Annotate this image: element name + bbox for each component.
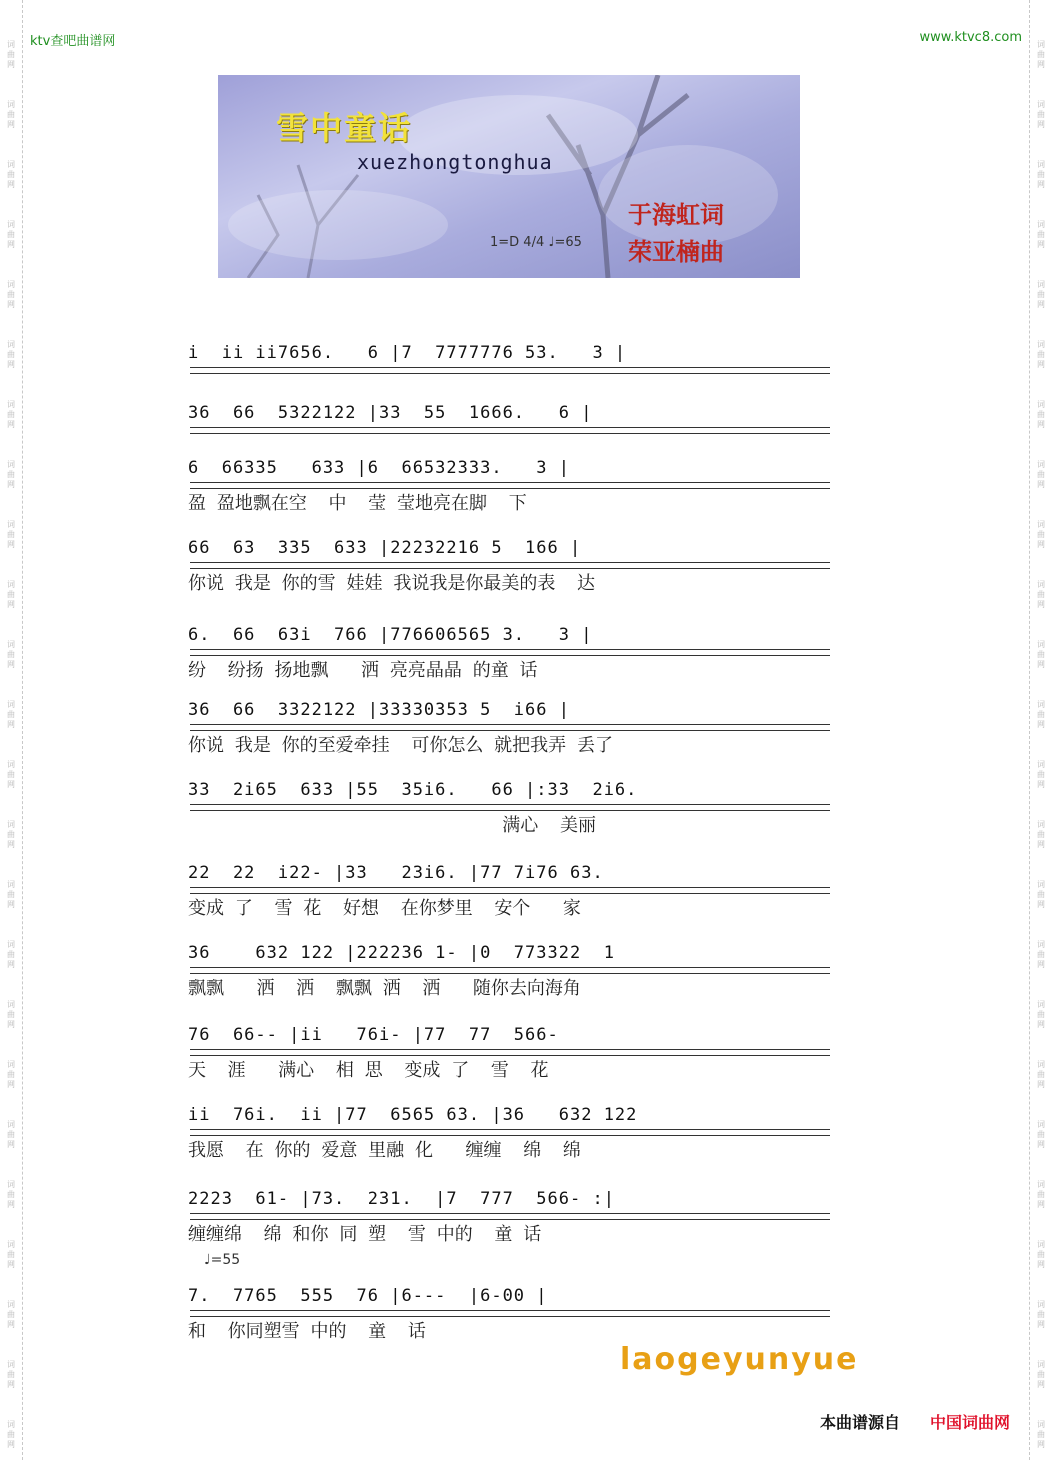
beam-underline [190, 649, 830, 656]
margin-watermark-text: 词 曲 网 [7, 520, 15, 549]
jianpu-notes: 66 63 335 633 |22232216 5 166 | [188, 538, 582, 558]
beam-underline [190, 724, 830, 731]
margin-watermark-text: 词 曲 网 [7, 460, 15, 489]
margin-watermark-text: 词 曲 网 [1037, 160, 1045, 189]
beam-underline [190, 1310, 830, 1317]
jianpu-notes: 6 66335 633 |6 66532333. 3 | [188, 458, 570, 478]
lyric-line: 缠缠绵 绵 和你 同 塑 雪 中的 童 话 [188, 1224, 542, 1245]
margin-watermark-text: 词 曲 网 [7, 1420, 15, 1449]
site-url-right[interactable]: www.ktvc8.com [919, 30, 1022, 45]
margin-watermark-text: 词 曲 网 [1037, 1120, 1045, 1149]
jianpu-notes: 6. 66 63i 766 |776606565 3. 3 | [188, 625, 593, 645]
margin-watermark-text: 词 曲 网 [7, 940, 15, 969]
margin-watermark-text: 词 曲 网 [1037, 220, 1045, 249]
margin-watermark-text: 词 曲 网 [1037, 1180, 1045, 1209]
margin-watermark-text: 词 曲 网 [1037, 400, 1045, 429]
margin-watermark-text: 词 曲 网 [7, 1000, 15, 1029]
beam-underline [190, 1129, 830, 1136]
beam-underline [190, 887, 830, 894]
margin-watermark-text: 词 曲 网 [7, 340, 15, 369]
margin-watermark-text: 词 曲 网 [1037, 280, 1045, 309]
margin-watermark-text: 词 曲 网 [1037, 1360, 1045, 1389]
key-and-tempo: 1=D 4/4 ♩=65 [490, 235, 582, 250]
margin-watermark-text: 词 曲 网 [1037, 520, 1045, 549]
margin-watermark-text: 词 曲 网 [7, 400, 15, 429]
beam-underline [190, 427, 830, 434]
margin-watermark-text: 词 曲 网 [1037, 340, 1045, 369]
jianpu-notes: 36 632 122 |222236 1- |0 773322 1 [188, 943, 615, 963]
margin-watermark-text: 词 曲 网 [1037, 700, 1045, 729]
margin-watermark-text: 词 曲 网 [7, 280, 15, 309]
margin-watermark-text: 词 曲 网 [1037, 1240, 1045, 1269]
margin-watermark-text: 词 曲 网 [1037, 460, 1045, 489]
margin-watermark-text: 词 曲 网 [1037, 640, 1045, 669]
margin-watermark-text: 词 曲 网 [7, 700, 15, 729]
jianpu-notes: 7. 7765 555 76 |6--- |6-00 | [188, 1286, 548, 1306]
beam-underline [190, 482, 830, 489]
lyric-line: 变成 了 雪 花 好想 在你梦里 安个 家 [188, 898, 581, 919]
margin-watermark-text: 词 曲 网 [1037, 580, 1045, 609]
beam-underline [190, 367, 830, 374]
margin-watermark-text: 词 曲 网 [1037, 880, 1045, 909]
composer-credit: 荣亚楠曲 [628, 238, 724, 266]
margin-watermark-text: 词 曲 网 [7, 820, 15, 849]
margin-watermark-text: 词 曲 网 [7, 1180, 15, 1209]
margin-watermark-text: 词 曲 网 [7, 1300, 15, 1329]
lyric-line: 和 你同塑雪 中的 童 话 [188, 1321, 426, 1342]
lyric-line: 纷 纷扬 扬地飘 洒 亮亮晶晶 的童 话 [188, 660, 538, 681]
margin-watermark-text: 词 曲 网 [7, 1060, 15, 1089]
lyric-line: 我愿 在 你的 爱意 里融 化 缠缠 绵 绵 [188, 1140, 581, 1161]
margin-watermark-text: 词 曲 网 [7, 1120, 15, 1149]
source-credit-label: 本曲谱源自 [820, 1413, 901, 1432]
jianpu-notes: 22 22 i22- |33 23i6. |77 7i76 63. [188, 863, 604, 883]
title-banner [218, 75, 800, 278]
source-site-link[interactable]: 中国词曲网 [930, 1413, 1011, 1432]
lyric-line: 你说 我是 你的至爱牵挂 可你怎么 就把我弄 丢了 [188, 735, 614, 756]
lyric-line: 天 涯 满心 相 思 变成 了 雪 花 [188, 1060, 549, 1081]
jianpu-notes: 2223 61- |73. 231. |7 777 566- :| [188, 1189, 615, 1209]
margin-watermark-text: 词 曲 网 [1037, 1420, 1045, 1449]
margin-watermark-text: 词 曲 网 [7, 1240, 15, 1269]
margin-watermark-text: 词 曲 网 [1037, 1300, 1045, 1329]
margin-watermark-text: 词 曲 网 [7, 760, 15, 789]
lyric-line: 你说 我是 你的雪 娃娃 我说我是你最美的表 达 [188, 573, 596, 594]
jianpu-notes: i ii ii7656. 6 |7 7777776 53. 3 | [188, 343, 627, 363]
jianpu-notes: 36 66 3322122 |33330353 5 i66 | [188, 700, 570, 720]
lyric-line: 满心 美丽 [188, 815, 596, 836]
left-margin-strip [0, 0, 23, 1460]
margin-watermark-text: 词 曲 网 [7, 40, 15, 69]
right-margin-strip [1029, 0, 1052, 1460]
jianpu-notes: 76 66-- |ii 76i- |77 77 566- [188, 1025, 559, 1045]
margin-watermark-text: 词 曲 网 [1037, 40, 1045, 69]
beam-underline [190, 1049, 830, 1056]
margin-watermark-text: 词 曲 网 [1037, 820, 1045, 849]
margin-watermark-text: 词 曲 网 [7, 160, 15, 189]
margin-watermark-text: 词 曲 网 [7, 640, 15, 669]
beam-underline [190, 1213, 830, 1220]
margin-watermark-text: 词 曲 网 [7, 580, 15, 609]
beam-underline [190, 804, 830, 811]
margin-watermark-text: 词 曲 网 [1037, 100, 1045, 129]
tempo-change-marking: ♩=55 [204, 1252, 241, 1268]
song-title-pinyin: xuezhongtonghua [357, 150, 553, 174]
margin-watermark-text: 词 曲 网 [1037, 1060, 1045, 1089]
beam-underline [190, 562, 830, 569]
margin-watermark-text: 词 曲 网 [1037, 940, 1045, 969]
jianpu-notes: ii 76i. ii |77 6565 63. |36 632 122 [188, 1105, 638, 1125]
site-name-left[interactable]: ktv查吧曲谱网 [30, 34, 116, 49]
song-title: 雪中童话 [276, 109, 413, 147]
margin-watermark-text: 词 曲 网 [1037, 1000, 1045, 1029]
margin-watermark-text: 词 曲 网 [7, 880, 15, 909]
jianpu-notes: 36 66 5322122 |33 55 1666. 6 | [188, 403, 593, 423]
lyricist-credit: 于海虹词 [628, 201, 724, 229]
margin-watermark-text: 词 曲 网 [7, 220, 15, 249]
margin-watermark-text: 词 曲 网 [1037, 760, 1045, 789]
jianpu-notes: 33 2i65 633 |55 35i6. 66 |:33 2i6. [188, 780, 638, 800]
lyric-line: 盈 盈地飘在空 中 莹 莹地亮在脚 下 [188, 493, 527, 514]
lyric-line: 飘飘 洒 洒 飘飘 洒 洒 随你去向海角 [188, 978, 581, 999]
margin-watermark-text: 词 曲 网 [7, 100, 15, 129]
uploader-signature: laogeyunyue [620, 1342, 859, 1377]
beam-underline [190, 967, 830, 974]
margin-watermark-text: 词 曲 网 [7, 1360, 15, 1389]
